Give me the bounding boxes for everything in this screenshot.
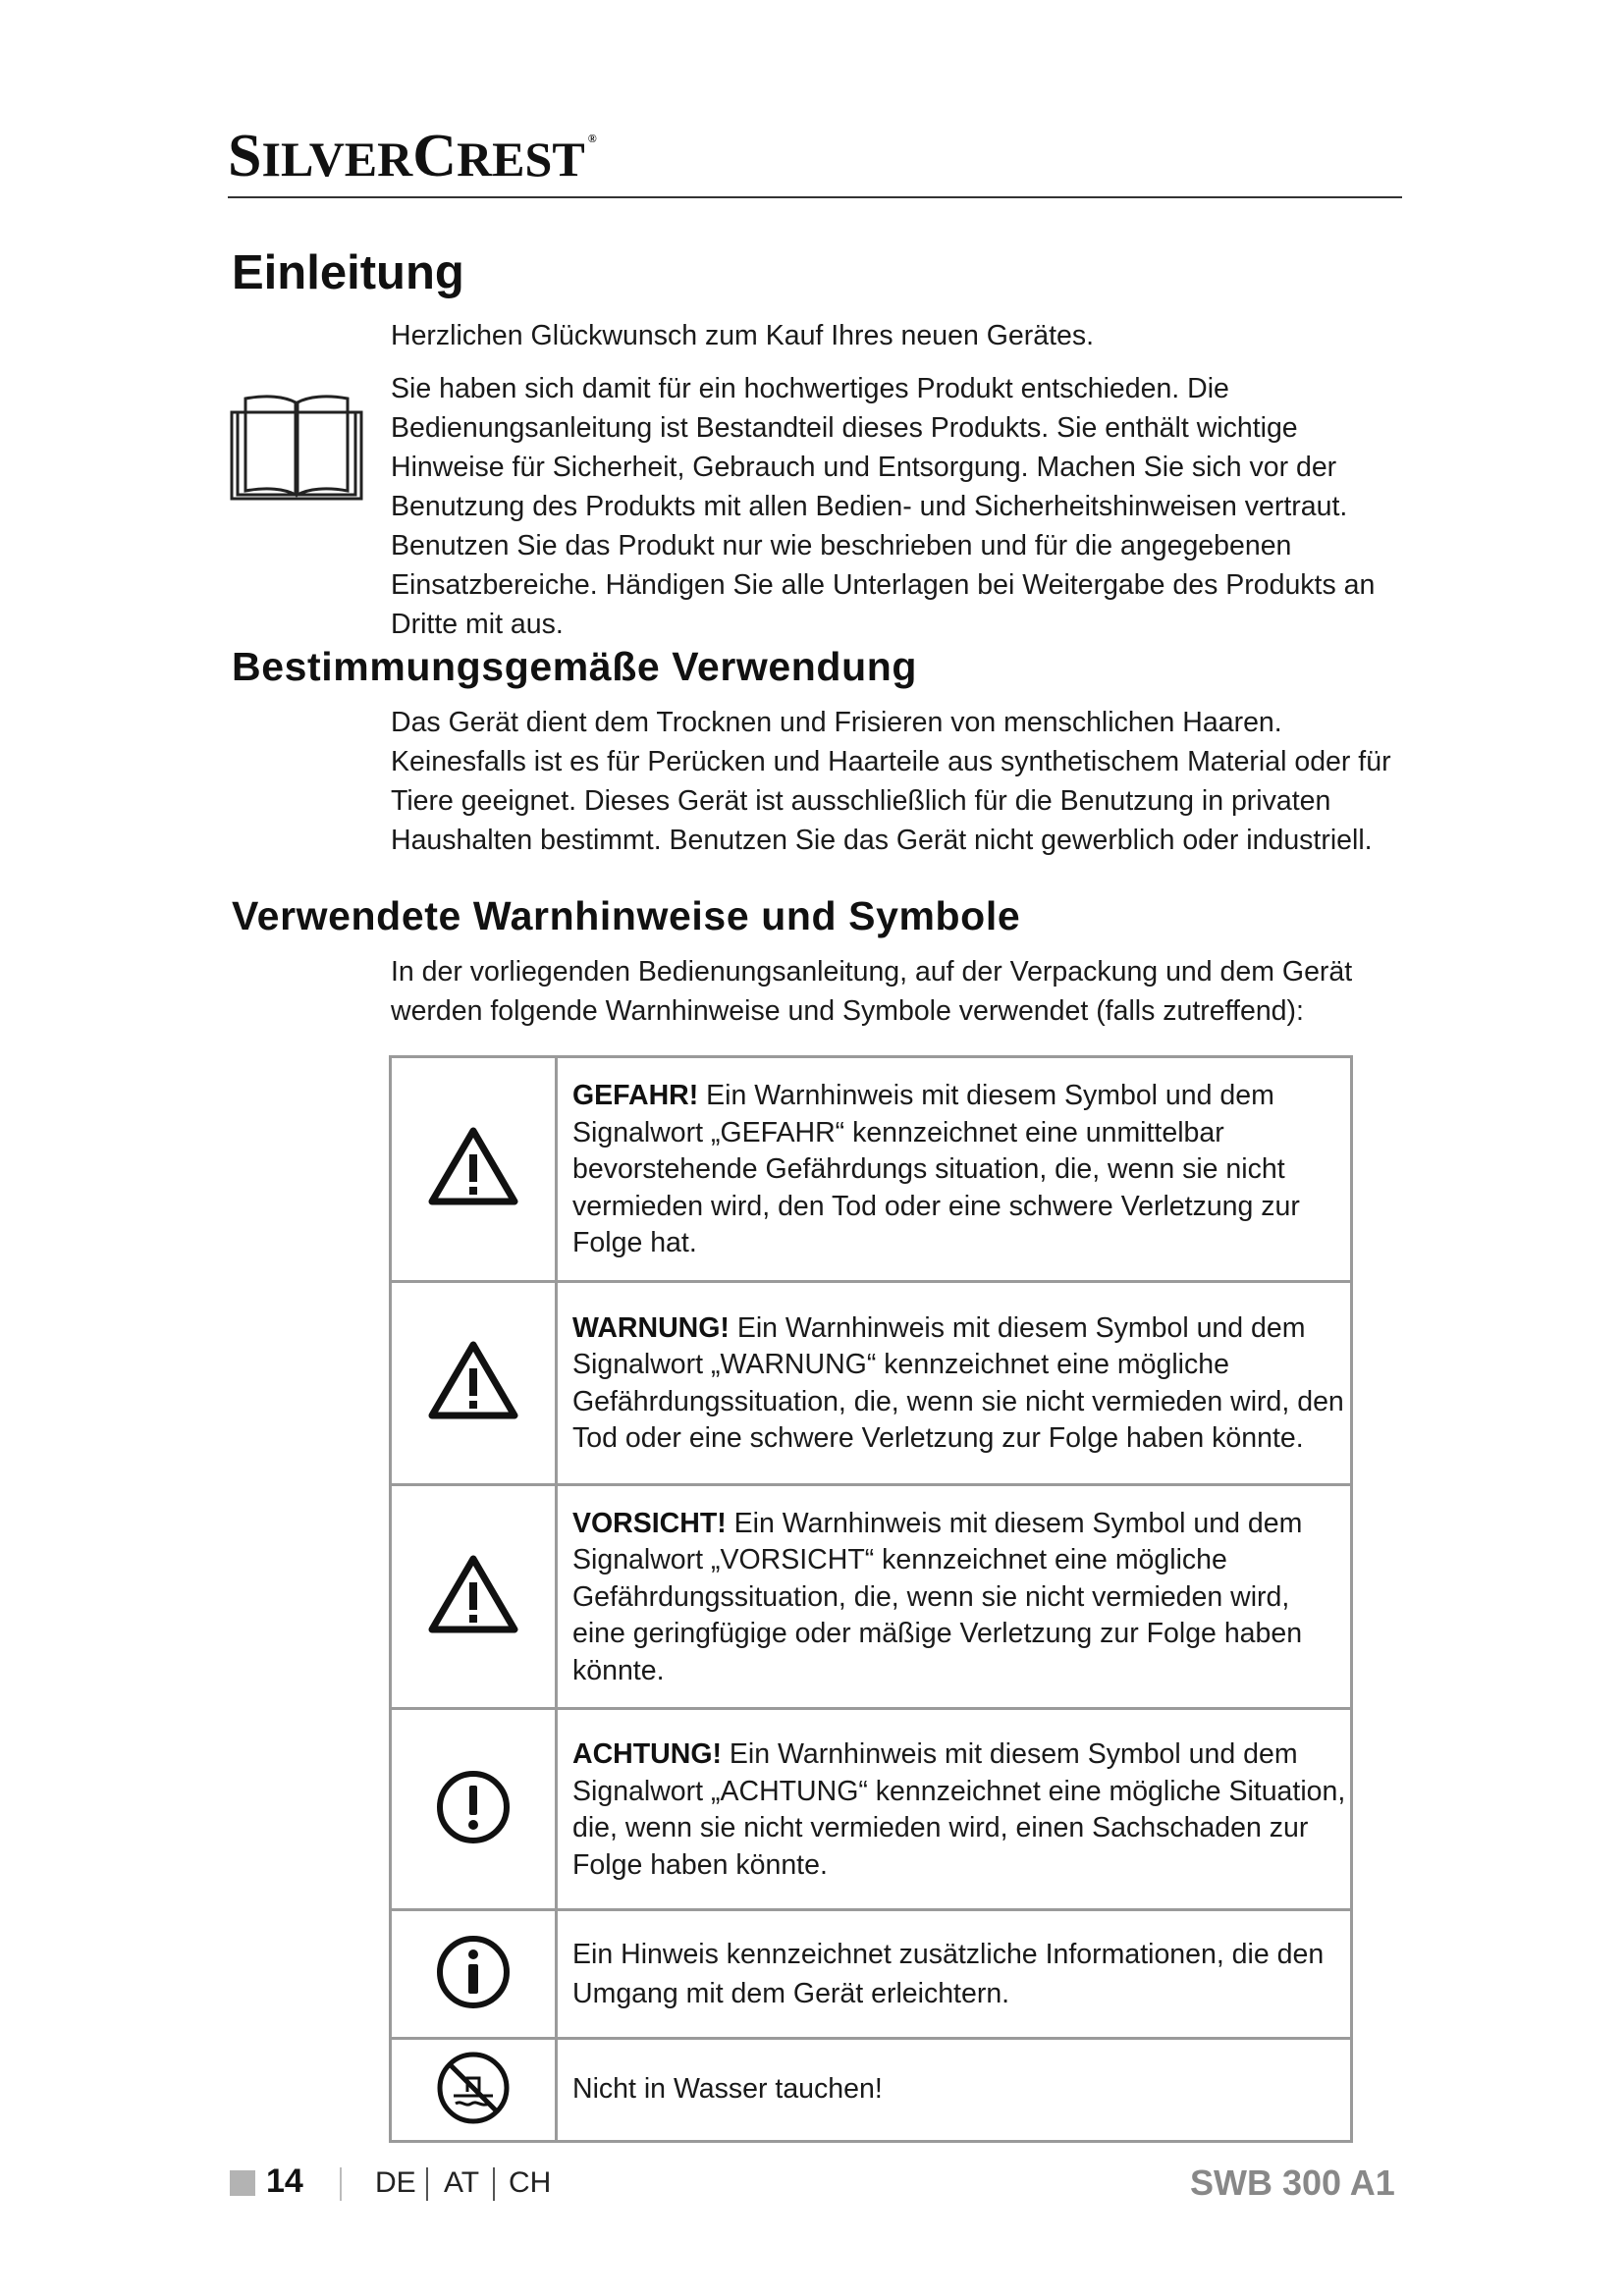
warning-triangle-icon <box>426 1339 520 1421</box>
intro-heading: Einleitung <box>232 246 464 299</box>
intro-body: Sie haben sich damit für ein hochwertiges Produkt entschieden. Die Bedienungsanleitung ist Bestandteil dieses Produkts. Sie enthält wichtige Hinweise für Sicherheit, Gebrauch und Entsorgung. Machen Sie sich vor der Benutzung des Produkts mit allen Bedien- und Sicherheitshinweisen vertraut. Benutzen Sie das Produkt nur wie beschrieben und für die angegebenen Einsatzbereiche. Händigen Sie alle Unterlagen bei Weitergabe des Produkts an Dritte mit aus. <box>391 373 1376 640</box>
footer-divider <box>426 2167 428 2201</box>
header-rule <box>228 196 1402 198</box>
lang-de: DE <box>375 2166 416 2199</box>
warning-symbols-table <box>389 1055 1353 2143</box>
info-circle-icon <box>434 1933 513 2011</box>
row-keyword: GEFAHR! <box>572 1080 699 1111</box>
lang-at: AT <box>444 2166 480 2199</box>
row-keyword: ACHTUNG! <box>572 1738 722 1770</box>
table-row <box>391 1484 1352 1709</box>
table-row <box>391 1709 1352 1910</box>
table-row <box>391 1910 1352 2039</box>
lang-ch: CH <box>509 2166 552 2199</box>
row-keyword: WARNUNG! <box>572 1311 730 1344</box>
warnings-intro: In der vorliegenden Bedienungsanleitung, auf der Verpackung und dem Gerät werden folgende Warnhinweise und Symbole verwendet (falls zutreffend): <box>391 956 1353 1027</box>
table-row <box>391 2039 1352 2142</box>
footer-divider <box>340 2167 342 2201</box>
intended-use-heading: Bestimmungsgemäße Verwendung <box>232 644 918 689</box>
footer-marker <box>230 2170 255 2196</box>
page-number: 14 <box>266 2163 303 2200</box>
intended-use-body: Das Gerät dient dem Trocknen und Frisieren von menschlichen Haaren. Keinesfalls ist es für Perücken und Haarteile aus synthetischem Material oder für Tiere geeignet. Dieses Gerät ist ausschließlich für die Benutzung in privaten Haushalten bestimmt. Benutzen Sie das Gerät nicht gewerblich oder industriell. <box>391 707 1391 856</box>
row-text: Nicht in Wasser tauchen! <box>572 2073 883 2106</box>
row-text: Ein Warnhinweis mit diesem Symbol und dem Signalwort „WARNUNG“ kennzeichnet eine mögliche Gefährdungssituation, die, wenn sie nicht vermieden wird, den Tod oder eine schwere Verletzung zur Folge haben könnte. <box>572 1311 1344 1454</box>
row-text: Ein Warnhinweis mit diesem Symbol und dem Signalwort „GEFAHR“ kennzeichnet eine unmittelbar bevorstehende Gefährdungs situation, die, wenn sie nicht vermieden wird, den Tod oder eine schwere Verletzung zur Folge hat. <box>572 1080 1300 1258</box>
table-row <box>391 1057 1352 1282</box>
row-text: Ein Hinweis kennzeichnet zusätzliche Informationen, die den Umgang mit dem Gerät erleichtern. <box>572 1939 1325 2009</box>
row-text: Ein Warnhinweis mit diesem Symbol und dem Signalwort „VORSICHT“ kennzeichnet eine mögliche Gefährdungssituation, die, wenn sie nicht vermieden wird, eine geringfügige oder mäßige Verletzung zur Folge haben könnte. <box>572 1507 1303 1686</box>
brand-logo: SILVERCREST ® <box>228 123 597 189</box>
footer-divider <box>493 2167 495 2201</box>
intro-congrats: Herzlichen Glückwunsch zum Kauf Ihres neuen Gerätes. <box>391 320 1095 351</box>
warnings-heading: Verwendete Warnhinweise und Symbole <box>232 893 1021 938</box>
table-row <box>391 1281 1352 1484</box>
exclamation-circle-icon <box>434 1768 513 1846</box>
row-text: Ein Warnhinweis mit diesem Symbol und dem Signalwort „ACHTUNG“ kennzeichnet eine mögliche Situation, die, wenn sie nicht vermieden wird, einen Sachschaden zur Folge haben könnte. <box>572 1738 1346 1881</box>
warning-triangle-icon <box>426 1553 520 1635</box>
row-keyword: VORSICHT! <box>572 1507 727 1539</box>
warning-triangle-icon <box>426 1125 520 1207</box>
model-number: SWB 300 A1 <box>1190 2163 1395 2203</box>
no-water-immersion-icon <box>434 2049 513 2127</box>
read-manual-book-icon <box>228 389 365 503</box>
